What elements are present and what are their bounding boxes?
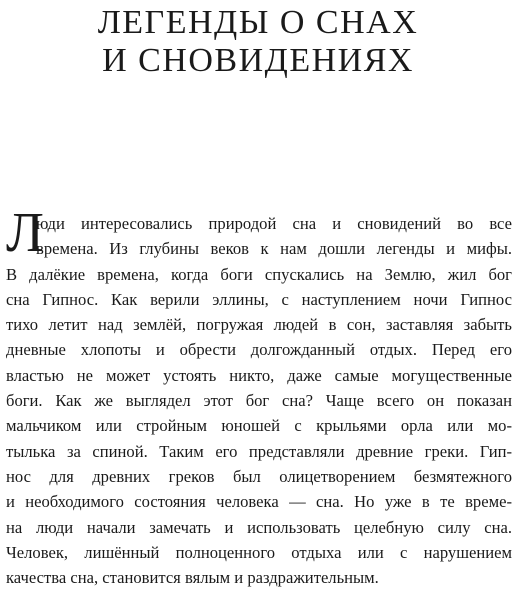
text-line: сна Гипнос. Как верили эллины, с наступлением ночи Гипнос bbox=[6, 289, 512, 309]
text-line: боги. Как же выглядел этот бог сна? Чаще всего он показан bbox=[6, 391, 512, 411]
text-line: нос для древних греков был олицетворением безмятежного bbox=[6, 466, 512, 486]
text-line: мальчиком или стройным юношей с крыльями орла или мо- bbox=[6, 416, 512, 436]
text-line: В далёкие времена, когда боги спускались на Землю, жил бог bbox=[6, 264, 512, 284]
chapter-title-line-1: ЛЕГЕНДЫ О СНАХ bbox=[97, 4, 419, 41]
chapter-title bbox=[0, 4, 516, 80]
text-line: качества сна, становится вялым и раздражительным. bbox=[6, 568, 379, 588]
text-line: и необходимого состояния человека — сна. Но уже в те време- bbox=[6, 492, 512, 512]
text-line: властью не может устоять никто, даже самые могущественные bbox=[6, 365, 512, 385]
text-line: тихо летит над землёй, погружая людей в сон, заставляя забыть bbox=[6, 315, 512, 335]
text-line: времена. Из глубины веков к нам дошли легенды и мифы. bbox=[36, 239, 512, 259]
text-line: на люди начали замечать и использовать целебную силу сна. bbox=[6, 517, 512, 537]
drop-cap: Л bbox=[6, 202, 44, 264]
body-paragraph bbox=[6, 202, 512, 590]
text-line: тылька за спиной. Таким его представляли древние греки. Гип- bbox=[6, 441, 512, 461]
text-line: юди интересовались природой сна и сновидений во все bbox=[36, 214, 512, 233]
chapter-title-line-2: И СНОВИДЕНИЯХ bbox=[102, 42, 414, 79]
text-line: дневные хлопоты и обрести долгожданный отдых. Перед его bbox=[6, 340, 512, 360]
text-line: Человек, лишённый полноценного отдыха или с нарушением bbox=[6, 542, 512, 562]
